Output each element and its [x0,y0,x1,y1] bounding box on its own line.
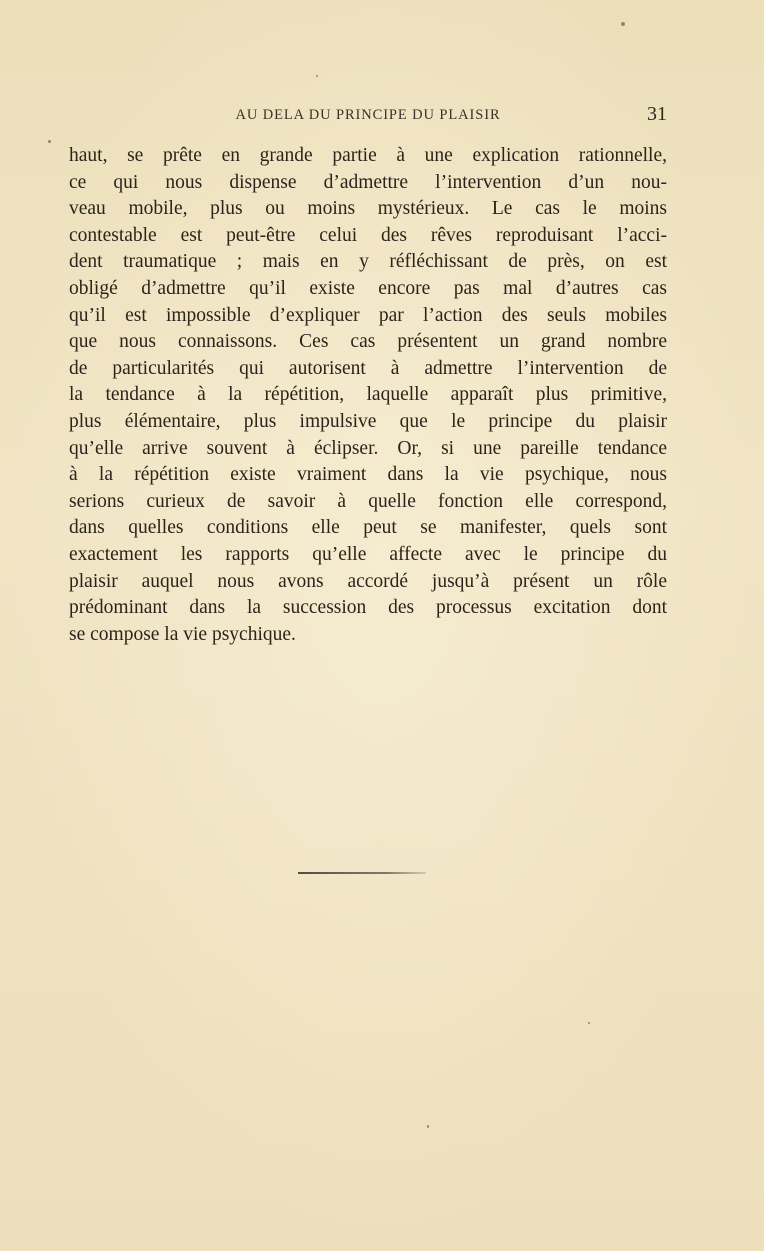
text-line: dent traumatique ; mais en y réfléchissant de près, on est [69,251,667,273]
text-line: qu’elle arrive souvent à éclipser. Or, si une pareille tendance [69,437,667,459]
running-title: AU DELA DU PRINCIPE DU PLAISIR [235,107,501,123]
text-line: ce qui nous dispense d’admettre l’intervention d’un nou- [69,171,667,193]
text-line: de particularités qui autorisent à admettre l’intervention de [69,357,667,379]
text-line: prédominant dans la succession des processus excitation dont [69,597,667,619]
text-line: que nous connaissons. Ces cas présentent un grand nombre [69,331,667,353]
paper-speck [621,22,625,26]
text-line-last: se compose la vie psychique. [69,623,296,645]
body-text [69,143,667,648]
paper-speck [316,75,318,77]
paper-speck [427,1125,429,1128]
text-line: contestable est peut-être celui des rêves reproduisant l’acci- [69,224,667,246]
text-line: plus élémentaire, plus impulsive que le principe du plaisir [69,410,667,432]
text-line: veau mobile, plus ou moins mystérieux. Le cas le moins [69,198,667,220]
text-line: qu’il est impossible d’expliquer par l’action des seuls mobiles [69,304,667,326]
text-line: exactement les rapports qu’elle affecte avec le principe du [69,543,667,565]
running-head [69,103,667,127]
section-end-rule [298,872,426,874]
text-line: obligé d’admettre qu’il existe encore pas mal d’autres cas [69,277,667,299]
text-line: la tendance à la répétition, laquelle apparaît plus primitive, [69,384,667,406]
text-line: serions curieux de savoir à quelle fonction elle correspond, [69,490,667,512]
text-line: plaisir auquel nous avons accordé jusqu’à présent un rôle [69,570,667,592]
page-number: 31 [647,103,667,125]
text-line: dans quelles conditions elle peut se manifester, quels sont [69,517,667,539]
paper-speck [588,1022,590,1024]
text-line: haut, se prête en grande partie à une explication rationnelle, [69,145,667,166]
text-line: à la répétition existe vraiment dans la vie psychique, nous [69,464,667,486]
paper-speck [48,140,51,143]
